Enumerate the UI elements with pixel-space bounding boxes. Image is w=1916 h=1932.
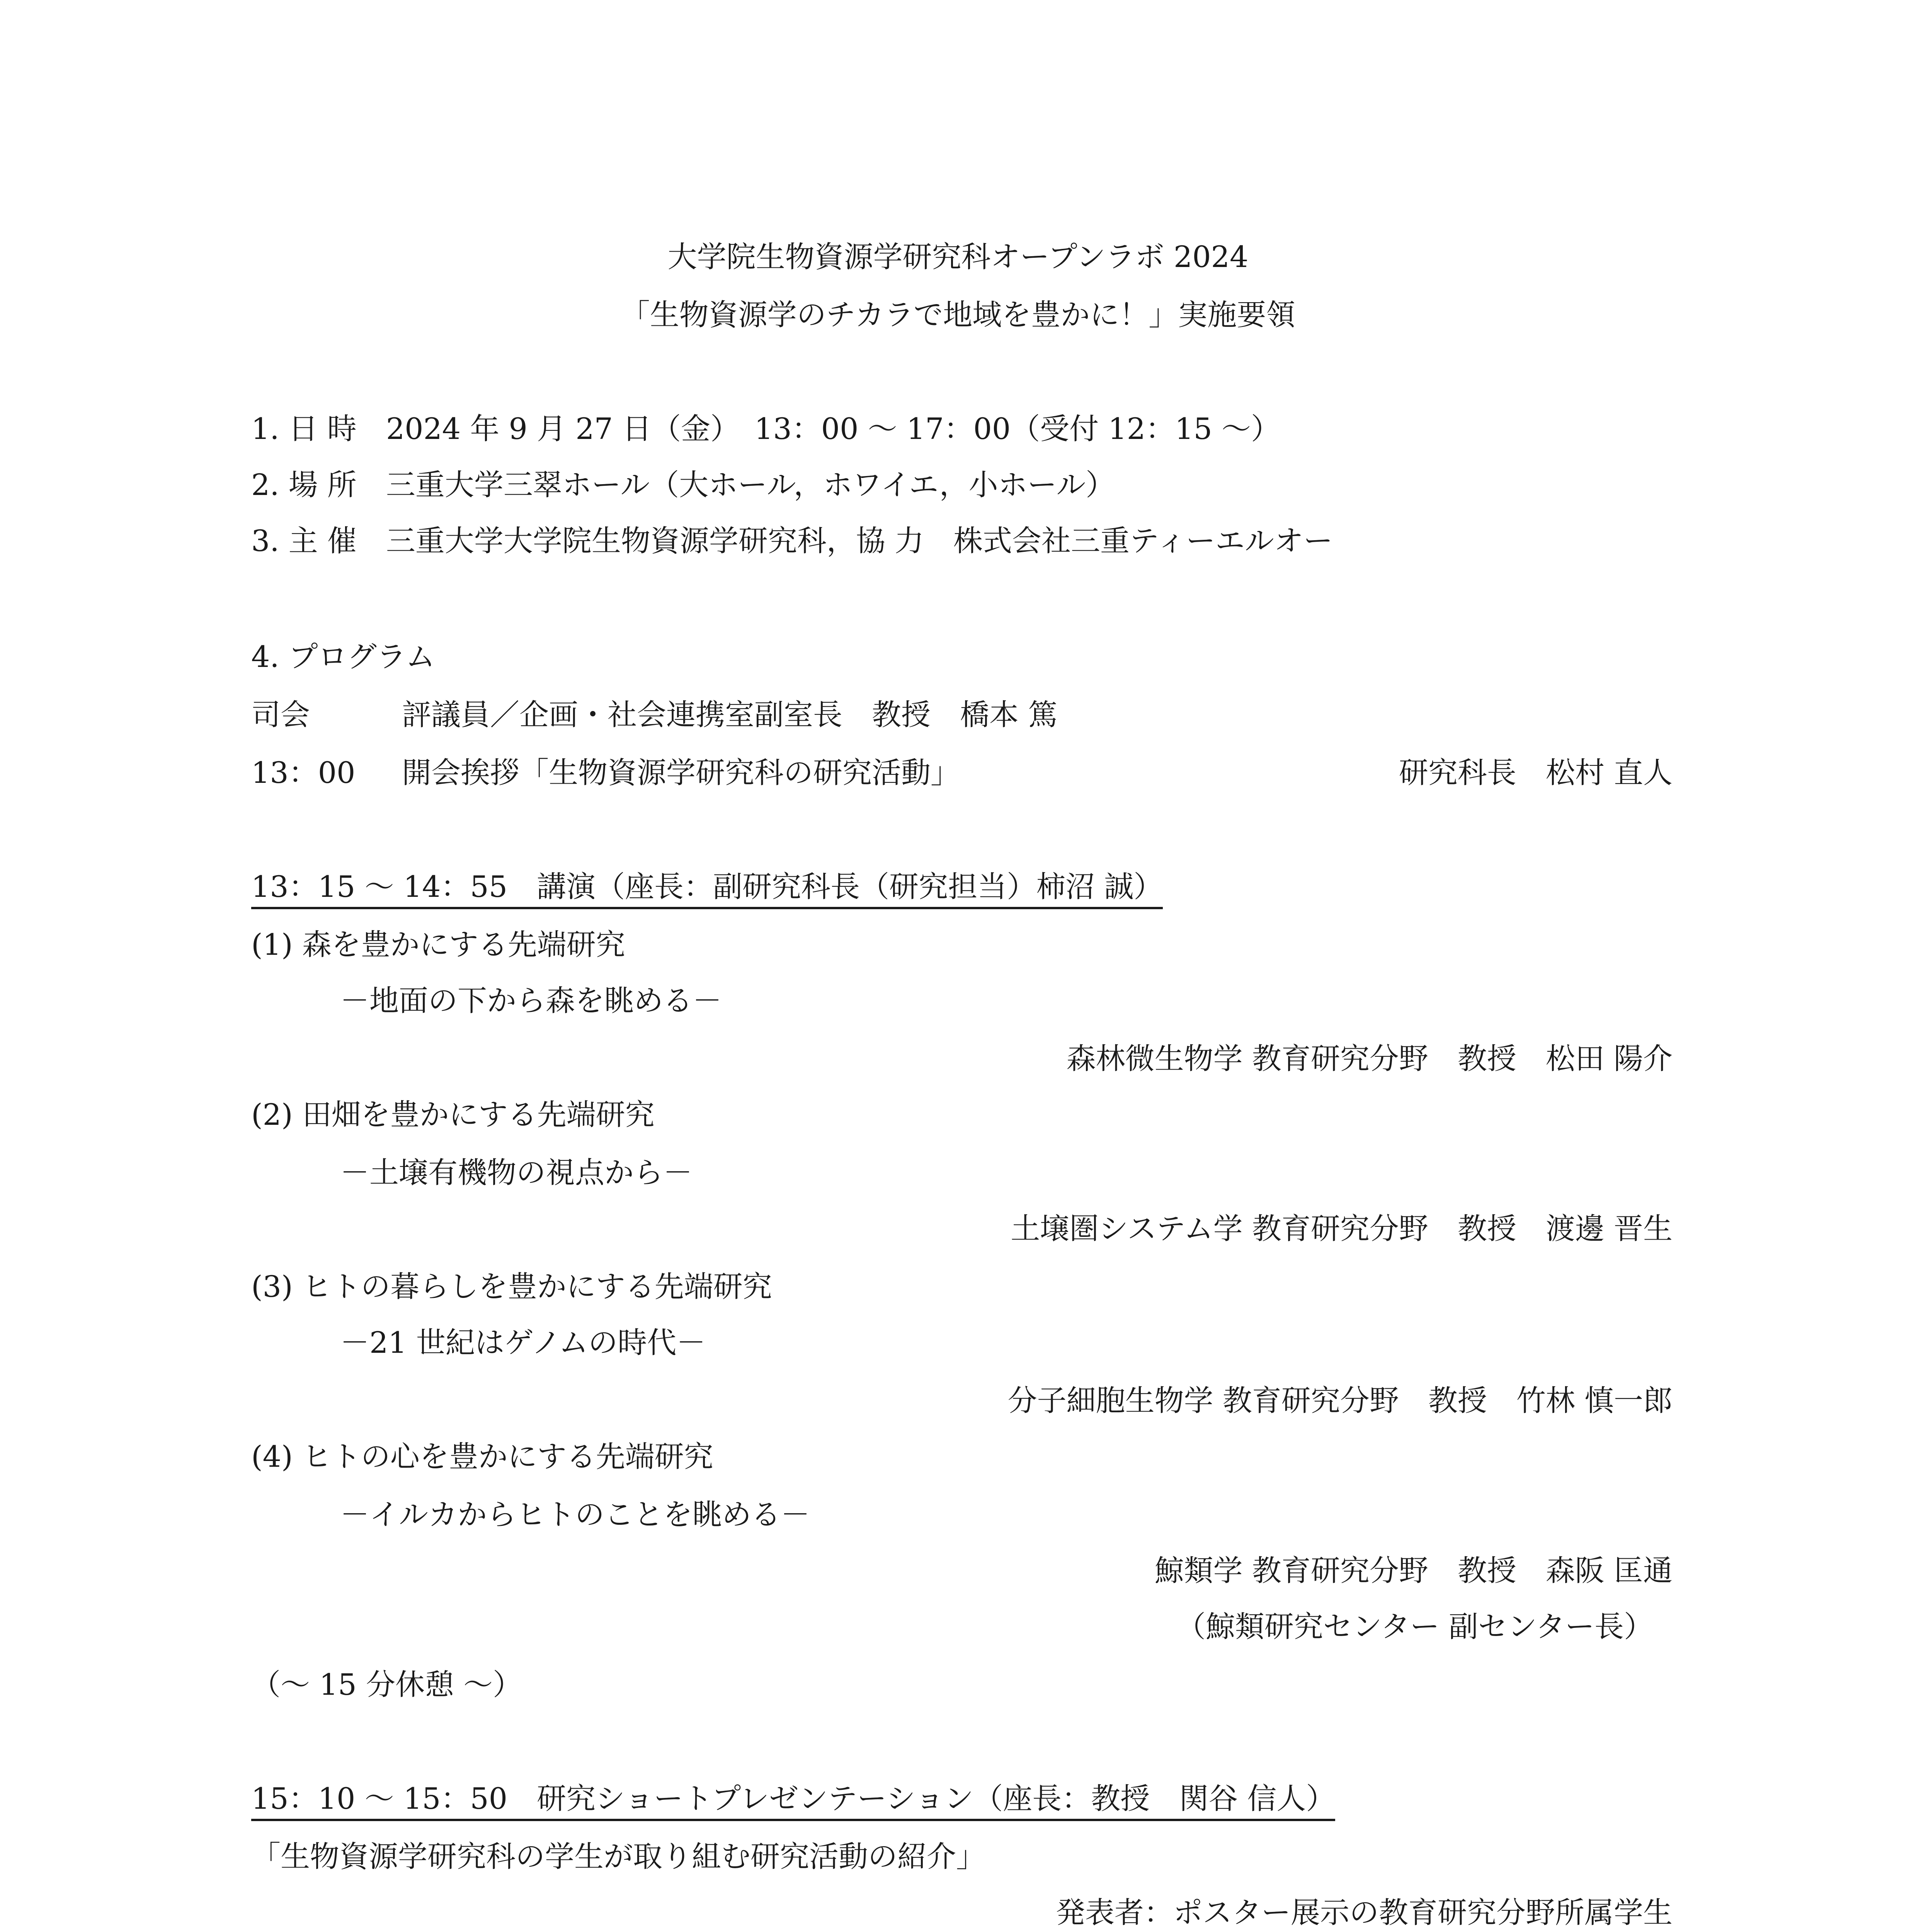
talk2-subtitle: －土壌有機物の視点から－ [340, 1155, 693, 1190]
talk4-title: (4) ヒトの心を豊かにする先端研究 [251, 1439, 713, 1474]
opening-title: 開会挨拶「生物資源学研究科の研究活動」 [402, 755, 960, 790]
info-host: 3. 主 催 三重大学大学院生物資源学研究科，協 力 株式会社三重ティーエルオー [251, 524, 1333, 558]
session2-presenter: 発表者：ポスター展示の教育研究分野所属学生 [1056, 1895, 1673, 1930]
session2-header: 15：10 〜 15：50 研究ショートプレゼンテーション（座長：教授 関谷 信人） [251, 1779, 1335, 1821]
program-heading: 4. プログラム [251, 639, 435, 674]
session1-header: 13：15 〜 14：55 講演（座長：副研究科長（研究担当）柿沼 誠） [251, 867, 1163, 909]
talk2-title: (2) 田畑を豊かにする先端研究 [251, 1097, 655, 1132]
talk3-subtitle: －21 世紀はゲノムの時代－ [340, 1325, 706, 1360]
session2-title: 「生物資源学研究科の学生が取り組む研究活動の紹介」 [251, 1839, 985, 1874]
opening-speaker: 研究科長 松村 直人 [1399, 755, 1673, 790]
mc-label: 司会 [251, 697, 310, 732]
document-title: 大学院生物資源学研究科オープンラボ 2024 [667, 240, 1249, 274]
talk4-speaker: 鯨類学 教育研究分野 教授 森阪 匡通 [1154, 1553, 1673, 1588]
talk4-subtitle: －イルカからヒトのことを眺める－ [340, 1497, 810, 1532]
opening-time: 13：00 [251, 755, 356, 790]
info-date: 1. 日 時 2024 年 9 月 27 日（金） 13：00 〜 17：00（受付 12：15 〜） [251, 412, 1280, 446]
talk2-speaker: 土壌圏システム学 教育研究分野 教授 渡邊 晋生 [1011, 1211, 1673, 1246]
talk1-title: (1) 森を豊かにする先端研究 [251, 927, 625, 962]
talk3-speaker: 分子細胞生物学 教育研究分野 教授 竹林 慎一郎 [1007, 1383, 1673, 1418]
mc-name: 評議員／企画・社会連携室副室長 教授 橋本 篤 [402, 697, 1058, 732]
talk3-title: (3) ヒトの暮らしを豊かにする先端研究 [251, 1269, 772, 1304]
break-note: （〜 15 分休憩 〜） [251, 1667, 522, 1702]
talk4-affiliation: （鯨類研究センター 副センター長） [1176, 1609, 1653, 1644]
info-place: 2. 場 所 三重大学三翠ホール（大ホール，ホワイエ，小ホール） [251, 468, 1115, 502]
document-subtitle: 「生物資源学のチカラで地域を豊かに！」実施要領 [620, 298, 1296, 332]
talk1-speaker: 森林微生物学 教育研究分野 教授 松田 陽介 [1066, 1041, 1673, 1076]
talk1-subtitle: －地面の下から森を眺める－ [340, 983, 722, 1018]
